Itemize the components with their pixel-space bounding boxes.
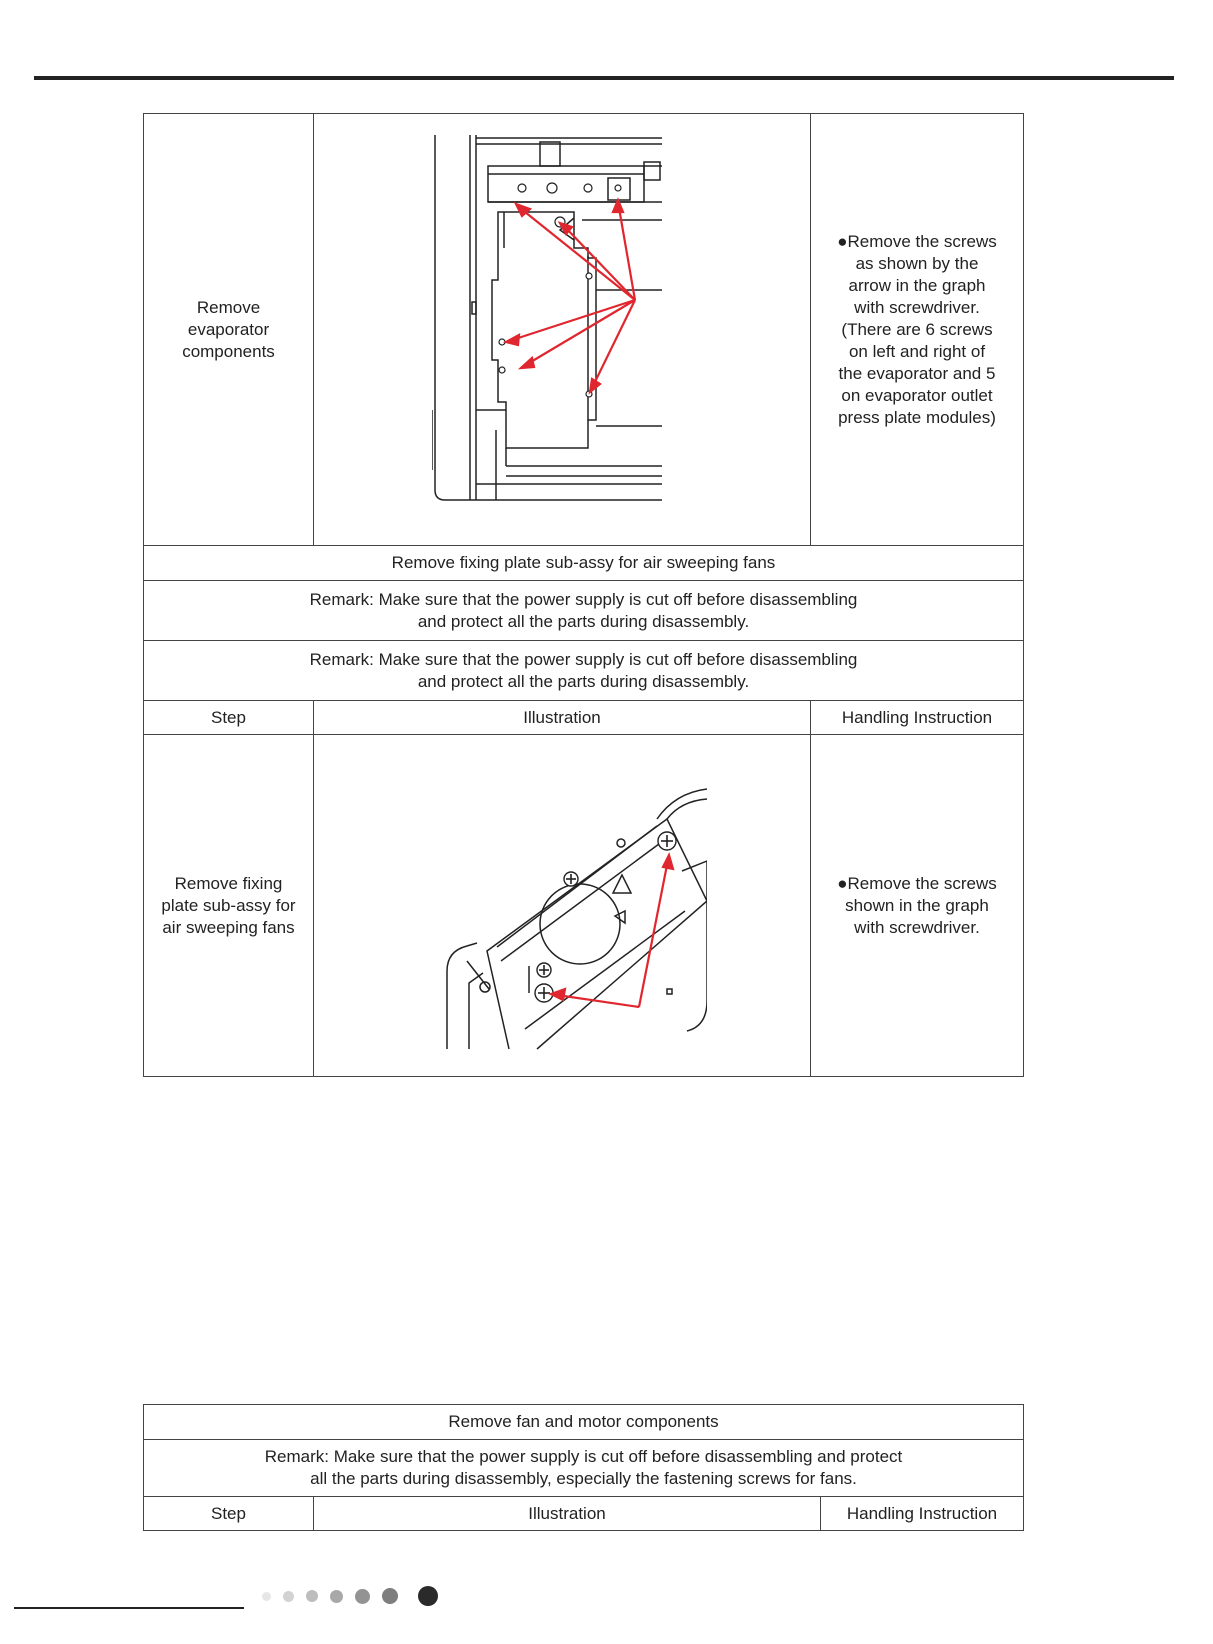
instruction-cell: ●Remove the screws as shown by the arrow in the graph with screwdriver. (There are 6 screws on left and right of the evaporator and 5 on evaporator outlet press plate modules): [811, 114, 1024, 546]
fan-plate-diagram: [417, 761, 707, 1051]
remark: Remark: Make sure that the power supply is cut off before disassembling and protect all the parts during disassembly, especially the fastening screws for fans.: [144, 1440, 1024, 1497]
fan-plate-illustration: [314, 735, 811, 1077]
evaporator-step-row: [144, 114, 1024, 546]
remark: Remark: Make sure that the power supply is cut off before disassembling and protect all the parts during disassembly.: [144, 581, 1024, 641]
decor-dot: [283, 1591, 294, 1602]
evaporator-diagram: [432, 130, 692, 530]
column-header-illustration: Illustration: [314, 1497, 821, 1531]
column-header-instruction: Handling Instruction: [821, 1497, 1024, 1531]
fan-plate-step-row: [144, 735, 1024, 1077]
column-header-step: Step: [144, 701, 314, 735]
column-header-instruction: Handling Instruction: [811, 701, 1024, 735]
step-cell: Remove evaporator components: [144, 114, 314, 546]
evaporator-illustration: [314, 114, 811, 546]
instruction-cell: ●Remove the screws shown in the graph with screwdriver.: [811, 735, 1024, 1077]
header-rule: [34, 76, 1174, 80]
remark: Remark: Make sure that the power supply is cut off before disassembling and protect all the parts during disassembly.: [144, 641, 1024, 701]
section-title: Remove fixing plate sub-assy for air sweeping fans: [144, 546, 1024, 581]
fan-motor-procedure-table: [143, 1404, 1024, 1531]
column-header-illustration: Illustration: [314, 701, 811, 735]
decor-dot: [306, 1590, 318, 1602]
decor-dot: [355, 1589, 370, 1604]
decor-dot: [330, 1590, 343, 1603]
decor-dot: [262, 1592, 271, 1601]
page-decoration-dots: [262, 1586, 450, 1606]
decor-dot: [382, 1588, 398, 1604]
section-title: Remove fan and motor components: [144, 1405, 1024, 1440]
footer-rule: [14, 1607, 244, 1609]
decor-dot: [418, 1586, 438, 1606]
column-header-step: Step: [144, 1497, 314, 1531]
step-cell: Remove fixing plate sub-assy for air sweeping fans: [144, 735, 314, 1077]
evaporator-procedure-table: [143, 113, 1024, 1077]
